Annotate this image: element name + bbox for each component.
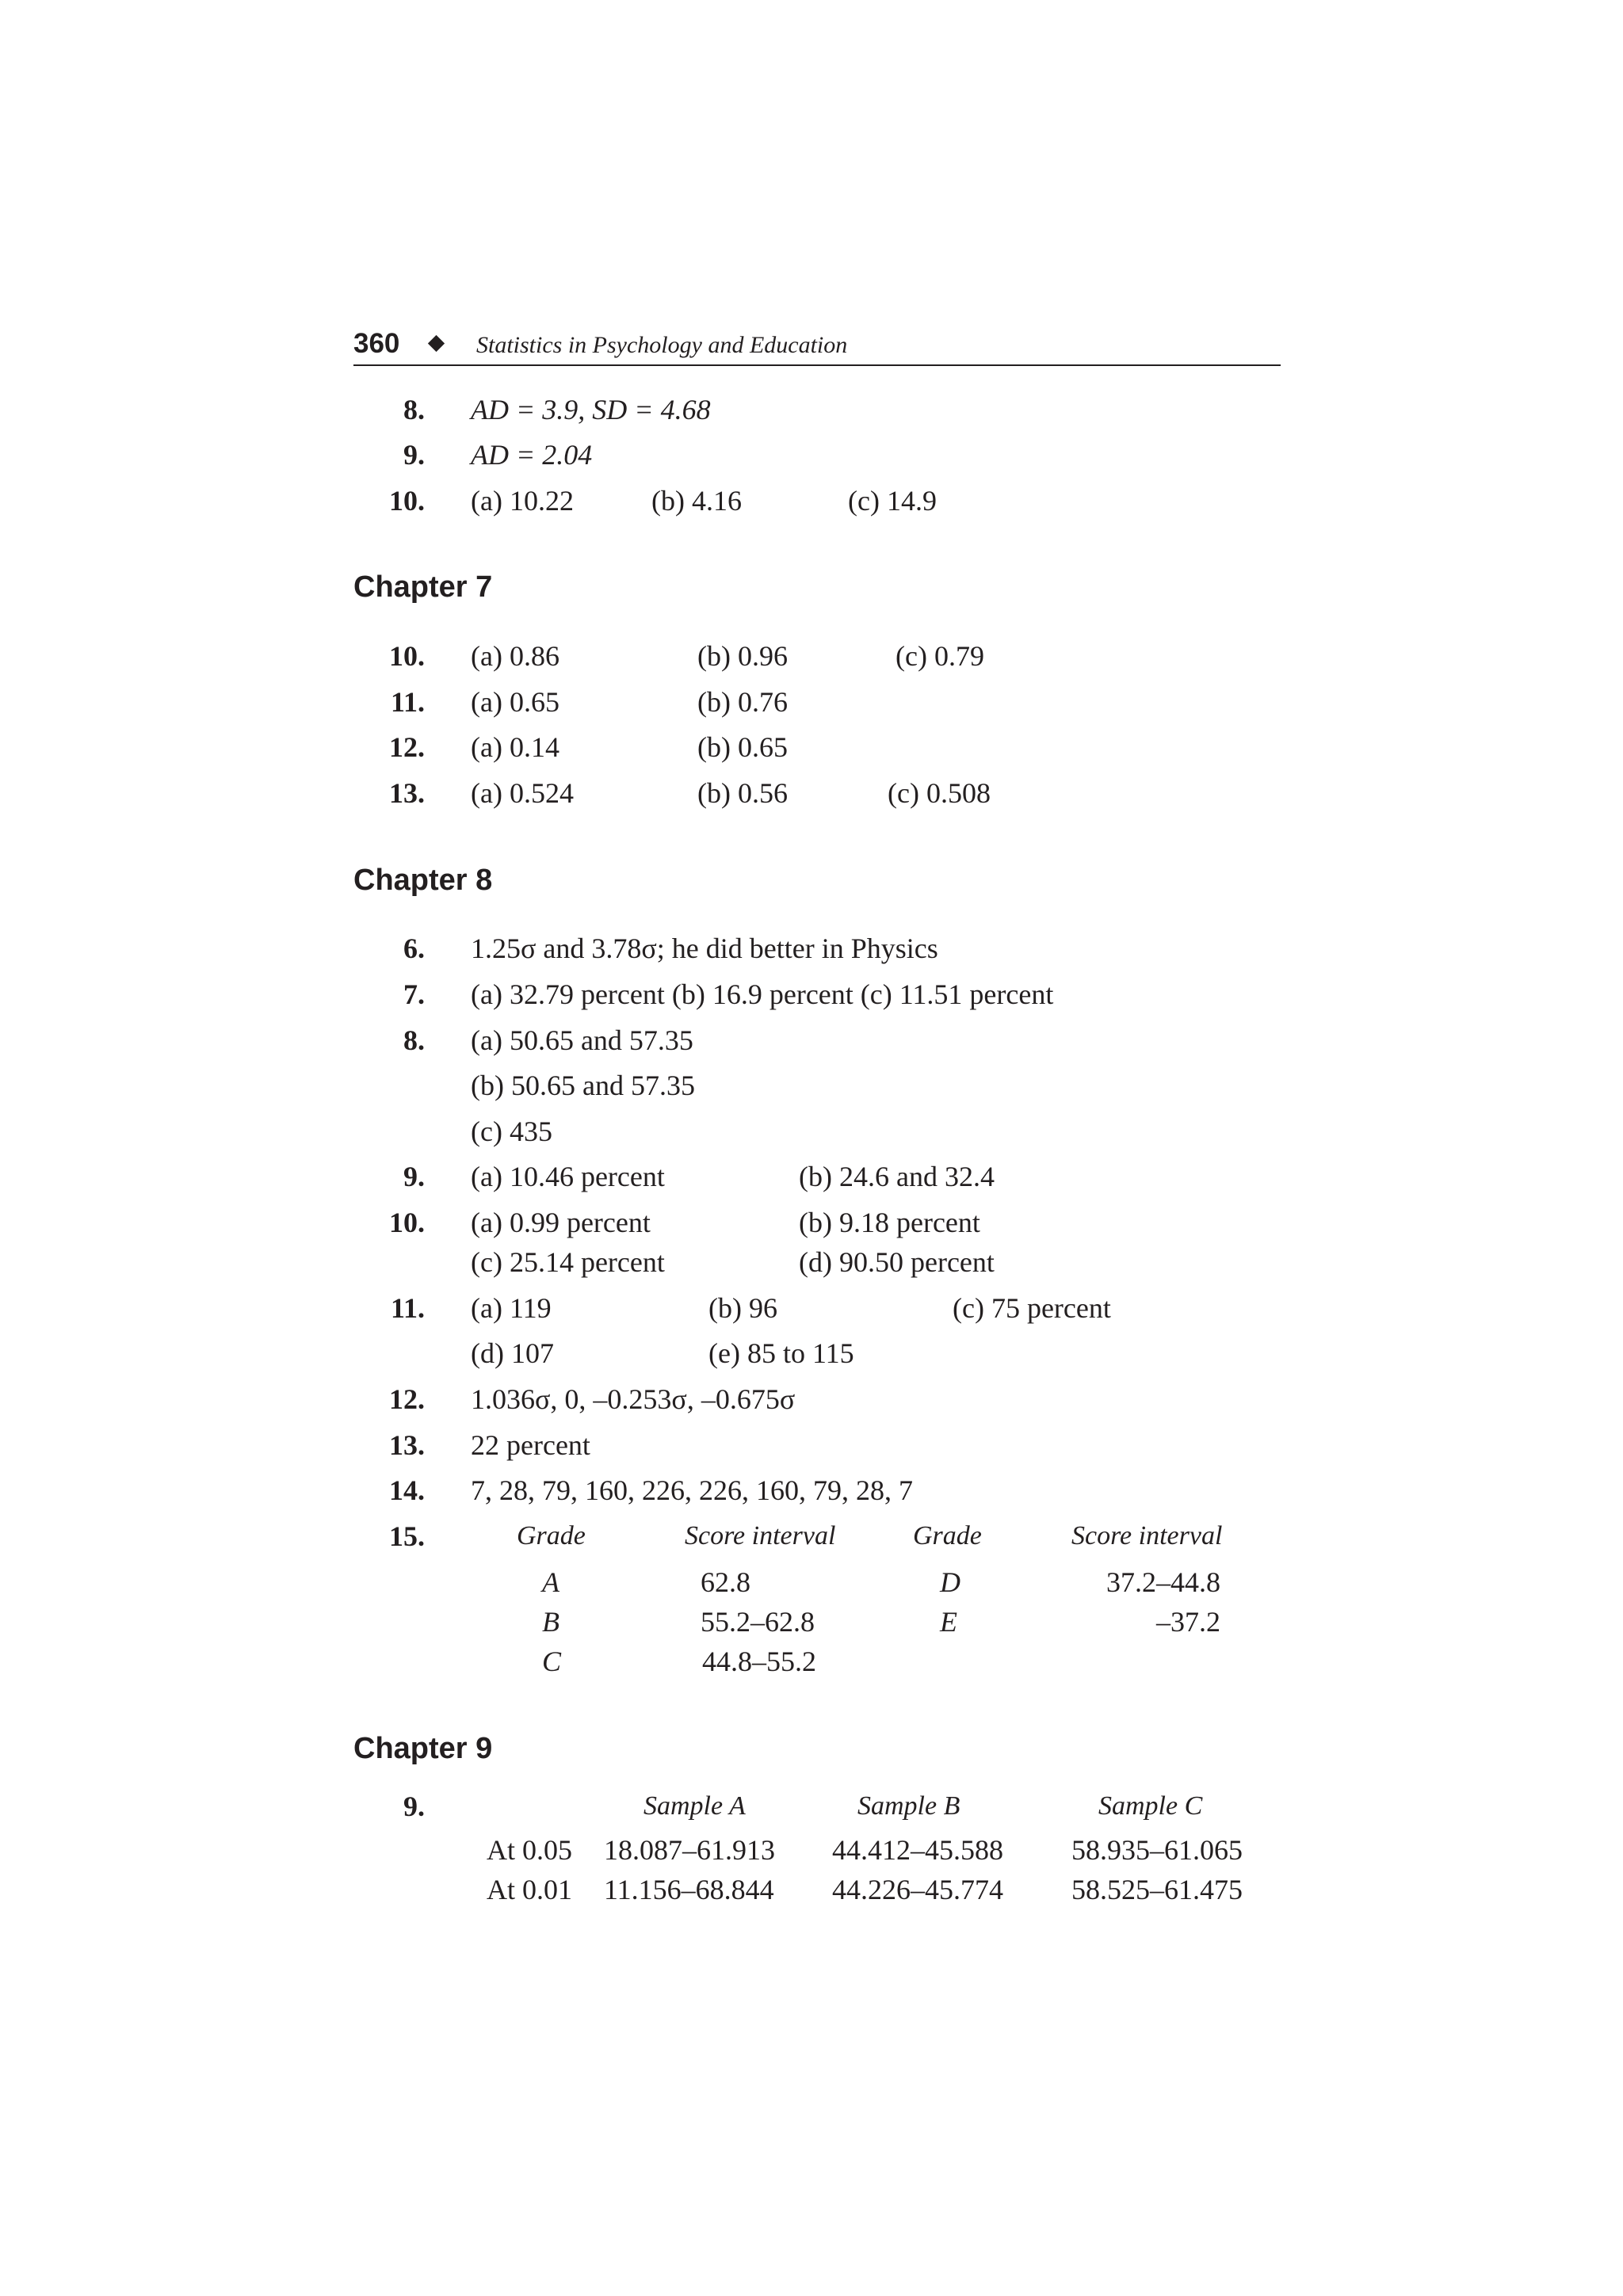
table-cell: D — [940, 1566, 960, 1598]
answer-text: 1.036σ, 0, –0.253σ, –0.675σ — [471, 1383, 796, 1415]
ch8-answer-9 — [353, 1157, 1384, 1196]
question-number: 8. — [403, 1024, 425, 1056]
question-number: 14. — [389, 1474, 425, 1506]
ch7-answer-12 — [353, 727, 1384, 767]
ch8-answer-12 — [353, 1379, 1384, 1419]
answer-part-c: (c) 14.9 — [848, 485, 937, 517]
question-number: 12. — [389, 1383, 425, 1415]
answer-part-c: (c) 75 percent — [953, 1292, 1111, 1324]
answer-part-b: (b) 9.18 percent — [799, 1207, 980, 1238]
table-header: Grade — [517, 1521, 586, 1550]
table-header: Sample C — [1098, 1791, 1203, 1821]
table-header: Sample A — [643, 1791, 746, 1821]
table-row — [353, 1602, 1384, 1642]
answer-part-a: (a) 0.65 — [471, 686, 559, 718]
table-cell: 18.087–61.913 — [604, 1834, 775, 1866]
answer-part-d: (d) 107 — [471, 1337, 554, 1369]
answer-part-a: (a) 50.65 and 57.35 — [471, 1024, 693, 1056]
ch8-answer-10-cd — [353, 1242, 1384, 1282]
answer-part-c: (c) 0.79 — [896, 640, 984, 672]
question-number: 10. — [389, 1207, 425, 1238]
page-number: 360 — [353, 328, 400, 359]
table-header: Grade — [913, 1521, 982, 1550]
answer-text: AD = 3.9, SD = 4.68 — [471, 394, 711, 425]
table-cell: 58.525–61.475 — [1071, 1874, 1243, 1905]
ch8-answer-8-c — [353, 1112, 1384, 1151]
table-cell: C — [542, 1646, 562, 1677]
answer-8 — [353, 390, 1384, 429]
table-header: Score interval — [1071, 1521, 1223, 1550]
question-number: 10. — [389, 640, 425, 672]
answer-part-b: (b) 0.76 — [697, 686, 788, 718]
answer-text: 22 percent — [471, 1429, 590, 1461]
answer-part-c: (c) 0.508 — [888, 777, 991, 809]
question-number: 11. — [390, 1292, 425, 1324]
answer-part-a: (a) 119 — [471, 1292, 552, 1324]
answer-9 — [353, 435, 1384, 475]
row-label: At 0.05 — [487, 1834, 572, 1866]
table-header: Score interval — [685, 1521, 836, 1550]
table-cell: E — [940, 1606, 957, 1638]
question-number: 6. — [403, 933, 425, 964]
table-cell: 58.935–61.065 — [1071, 1834, 1243, 1866]
table-row — [353, 1870, 1384, 1909]
running-header — [353, 323, 1281, 366]
answer-part-b: (b) 50.65 and 57.35 — [471, 1070, 695, 1101]
question-number: 13. — [389, 777, 425, 809]
ch8-answer-7 — [353, 974, 1384, 1014]
answer-text: 1.25σ and 3.78σ; he did better in Physics — [471, 933, 938, 964]
answer-part-a: (a) 0.86 — [471, 640, 559, 672]
table-cell: 44.412–45.588 — [832, 1834, 1003, 1866]
answer-part-d: (d) 90.50 percent — [799, 1246, 995, 1278]
answer-part-b: (b) 96 — [708, 1292, 777, 1324]
ch9-answer-9-header — [353, 1787, 1384, 1826]
answer-text: AD = 2.04 — [471, 439, 593, 471]
ch7-answer-11 — [353, 682, 1384, 722]
ch8-answer-11-de — [353, 1333, 1384, 1373]
answer-part-e: (e) 85 to 115 — [708, 1337, 854, 1369]
answer-part-b: (b) 0.56 — [697, 777, 788, 809]
answer-text: (a) 32.79 percent (b) 16.9 percent (c) 11.51 percent — [471, 978, 1054, 1010]
answer-part-a: (a) 0.14 — [471, 731, 559, 763]
chapter-7-heading: Chapter 7 — [353, 570, 493, 604]
question-number: 12. — [389, 731, 425, 763]
ch8-answer-13 — [353, 1425, 1384, 1465]
answer-part-b: (b) 0.96 — [697, 640, 788, 672]
answer-part-b: (b) 24.6 and 32.4 — [799, 1161, 995, 1192]
question-number: 8. — [403, 394, 425, 425]
answer-part-a: (a) 10.46 percent — [471, 1161, 665, 1192]
answer-part-b: (b) 0.65 — [697, 731, 788, 763]
question-number: 9. — [403, 439, 425, 471]
ch8-answer-10 — [353, 1203, 1384, 1242]
ch8-answer-8 — [353, 1020, 1384, 1060]
table-row — [353, 1830, 1384, 1870]
ch8-answer-8-b — [353, 1066, 1384, 1105]
question-number: 10. — [389, 485, 425, 517]
table-cell: 11.156–68.844 — [604, 1874, 774, 1905]
chapter-9-heading: Chapter 9 — [353, 1732, 493, 1765]
answer-part-a: (a) 0.99 percent — [471, 1207, 651, 1238]
table-cell: 55.2–62.8 — [701, 1606, 815, 1638]
ch7-answer-13 — [353, 773, 1384, 813]
table-cell: A — [542, 1566, 559, 1598]
table-cell: 37.2–44.8 — [1106, 1566, 1220, 1598]
table-header: Sample B — [857, 1791, 960, 1821]
ch8-answer-15-header — [353, 1516, 1384, 1556]
table-cell: 44.8–55.2 — [702, 1646, 816, 1677]
table-row — [353, 1642, 1384, 1681]
running-title: Statistics in Psychology and Education — [476, 332, 848, 358]
table-cell: 62.8 — [701, 1566, 750, 1598]
ch8-answer-6 — [353, 929, 1384, 968]
table-cell: –37.2 — [1156, 1606, 1220, 1638]
row-label: At 0.01 — [487, 1874, 572, 1905]
chapter-8-heading: Chapter 8 — [353, 864, 493, 897]
ch7-answer-10 — [353, 636, 1384, 676]
question-number: 15. — [389, 1520, 425, 1552]
table-row — [353, 1562, 1384, 1602]
answer-part-c: (c) 435 — [471, 1116, 552, 1147]
question-number: 9. — [403, 1161, 425, 1192]
table-cell: B — [542, 1606, 559, 1638]
answer-text: 7, 28, 79, 160, 226, 226, 160, 79, 28, 7 — [471, 1474, 913, 1506]
answer-10 — [353, 481, 1384, 521]
question-number: 13. — [389, 1429, 425, 1461]
diamond-icon — [428, 335, 445, 352]
answer-part-c: (c) 25.14 percent — [471, 1246, 665, 1278]
answer-part-a: (a) 0.524 — [471, 777, 574, 809]
ch8-answer-11 — [353, 1288, 1384, 1328]
answer-part-a: (a) 10.22 — [471, 485, 574, 517]
question-number: 7. — [403, 978, 425, 1010]
question-number: 9. — [403, 1791, 425, 1822]
table-cell: 44.226–45.774 — [832, 1874, 1003, 1905]
answer-part-b: (b) 4.16 — [651, 485, 742, 517]
question-number: 11. — [390, 686, 425, 718]
ch8-answer-14 — [353, 1470, 1384, 1510]
